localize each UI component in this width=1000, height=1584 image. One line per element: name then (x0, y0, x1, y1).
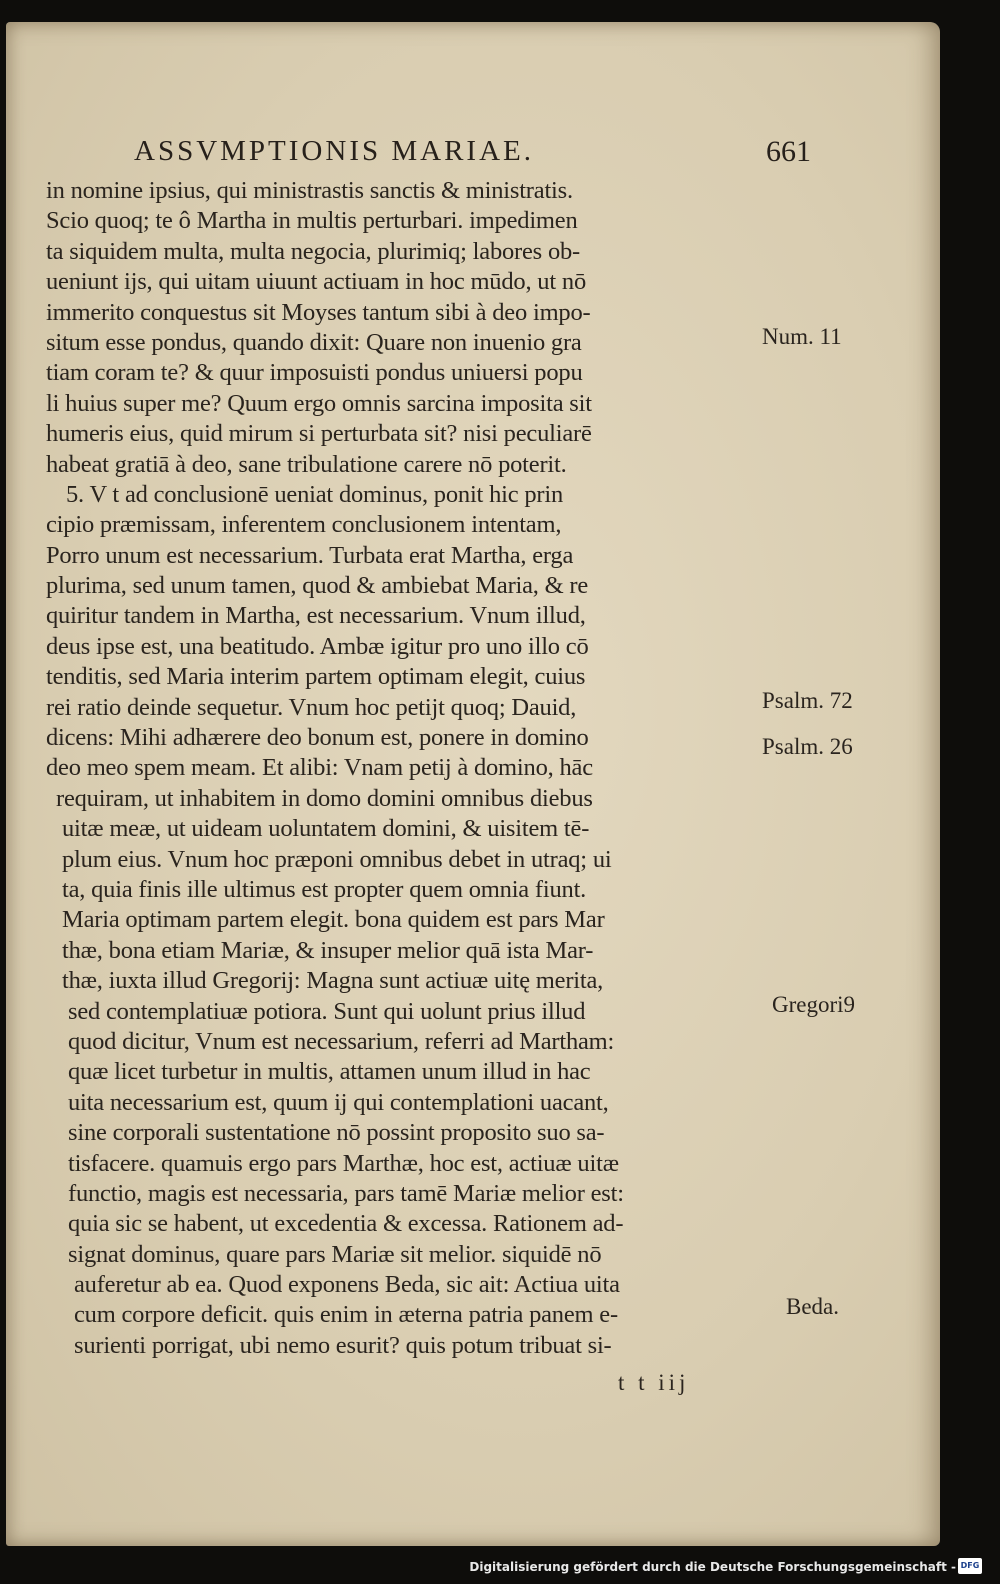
text-line: signat dominus, quare pars Mariæ sit melior. siquidē nō (68, 1240, 602, 1268)
text-line: deo meo spem meam. Et alibi: Vnam petij à domino, hāc (46, 754, 593, 782)
text-line: quiritur tandem in Martha, est necessarium. Vnum illud, (46, 602, 586, 630)
marginal-note-gregorius: Gregori9 (772, 992, 856, 1017)
dfg-logo: DFG (958, 1558, 982, 1574)
text-line: rei ratio deinde sequetur. Vnum hoc petijt quoq; Dauid, (46, 693, 577, 721)
digitization-credit: Digitalisierung gefördert durch die Deutsche Forschungsgemeinschaft - (469, 1560, 956, 1574)
text-line: ta, quia finis ille ultimus est propter quem omnia fiunt. (62, 875, 587, 903)
text-line: uitæ meæ, ut uideam uoluntatem domini, & uisitem tē- (62, 815, 590, 843)
text-line: cipio præmissam, inferentem conclusionem intentam, (46, 511, 562, 539)
text-line: sed contemplatiuæ potiora. Sunt qui uolunt prius illud (68, 997, 586, 1025)
text-line: sine corporali sustentatione nō possint proposito suo sa- (68, 1119, 605, 1147)
text-line: Scio quoq; te ô Martha in multis perturbari. impedimen (46, 207, 578, 235)
text-line: surienti porrigat, ubi nemo esurit? quis potum tribuat si- (74, 1331, 612, 1359)
text-line: functio, magis est necessaria, pars tamē Mariæ melior est: (68, 1179, 624, 1207)
text-line: tisfacere. quamuis ergo pars Marthæ, hoc est, actiuæ uitæ (68, 1149, 619, 1177)
text-line: tenditis, sed Maria interim partem optimam elegit, cuius (46, 663, 586, 691)
book-page (6, 22, 940, 1546)
text-line: thæ, bona etiam Mariæ, & insuper melior quā ista Mar- (62, 936, 594, 964)
marginal-note-psalm-26: Psalm. 26 (762, 734, 853, 759)
signature-mark: t t iij (618, 1370, 690, 1395)
body-text (46, 176, 786, 1361)
text-line: thæ, iuxta illud Gregorij: Magna sunt actiuæ uitę merita, (62, 967, 604, 995)
marginal-note-beda: Beda. (786, 1294, 840, 1319)
text-line: requiram, ut inhabitem in domo domini omnibus diebus (56, 784, 593, 812)
text-line: plum eius. Vnum hoc præponi omnibus debet in utraq; ui (62, 845, 612, 873)
text-line: ueniunt ijs, qui uitam uiuunt actiuam in hoc mūdo, ut nō (46, 268, 586, 296)
text-line: humeris eius, quid mirum si perturbata sit? nisi peculiarē (46, 420, 592, 448)
text-line: in nomine ipsius, qui ministrastis sanctis & ministratis. (46, 177, 573, 204)
text-line: quod dicitur, Vnum est necessarium, referri ad Martham: (68, 1027, 615, 1055)
marginal-note-num: Num. 11 (762, 324, 842, 349)
text-line: cum corpore deficit. quis enim in æterna patria panem e- (74, 1301, 618, 1329)
text-line: quæ licet turbetur in multis, attamen unum illud in hac (68, 1058, 591, 1086)
text-line: dicens: Mihi adhærere deo bonum est, ponere in domino (46, 724, 589, 752)
text-line: uita necessarium est, quum ij qui contemplationi uacant, (68, 1088, 609, 1116)
text-line: tiam coram te? & quur imposuisti pondus uniuersi popu (46, 359, 583, 387)
page-number: 661 (766, 135, 811, 168)
text-line: situm esse pondus, quando dixit: Quare non inuenio gra (46, 328, 582, 356)
running-title: ASSVMPTIONIS MARIAE. (134, 135, 534, 167)
marginal-note-psalm-72: Psalm. 72 (762, 688, 853, 713)
text-line: auferetur ab ea. Quod exponens Beda, sic ait: Actiua uita (74, 1271, 620, 1299)
text-line: li huius super me? Quum ergo omnis sarcina imposita sit (46, 389, 592, 417)
text-line: plurima, sed unum tamen, quod & ambiebat Maria, & re (46, 572, 589, 600)
text-line: Maria optimam partem elegit. bona quidem est pars Mar (62, 906, 605, 934)
text-line: deus ipse est, una beatitudo. Ambæ igitur pro uno illo cō (46, 632, 589, 660)
text-line: Porro unum est necessarium. Turbata erat Martha, erga (46, 541, 574, 569)
text-line: immerito conquestus sit Moyses tantum sibi à deo impo- (46, 298, 591, 326)
text-line: habeat gratiā à deo, sane tribulatione carere nō poterit. (46, 450, 567, 478)
text-line: 5. V t ad conclusionē ueniat dominus, ponit hic prin (66, 480, 564, 508)
text-line: quia sic se habent, ut excedentia & excessa. Rationem ad- (68, 1210, 624, 1238)
text-line: ta siquidem multa, multa negocia, plurimiq; labores ob- (46, 237, 581, 265)
